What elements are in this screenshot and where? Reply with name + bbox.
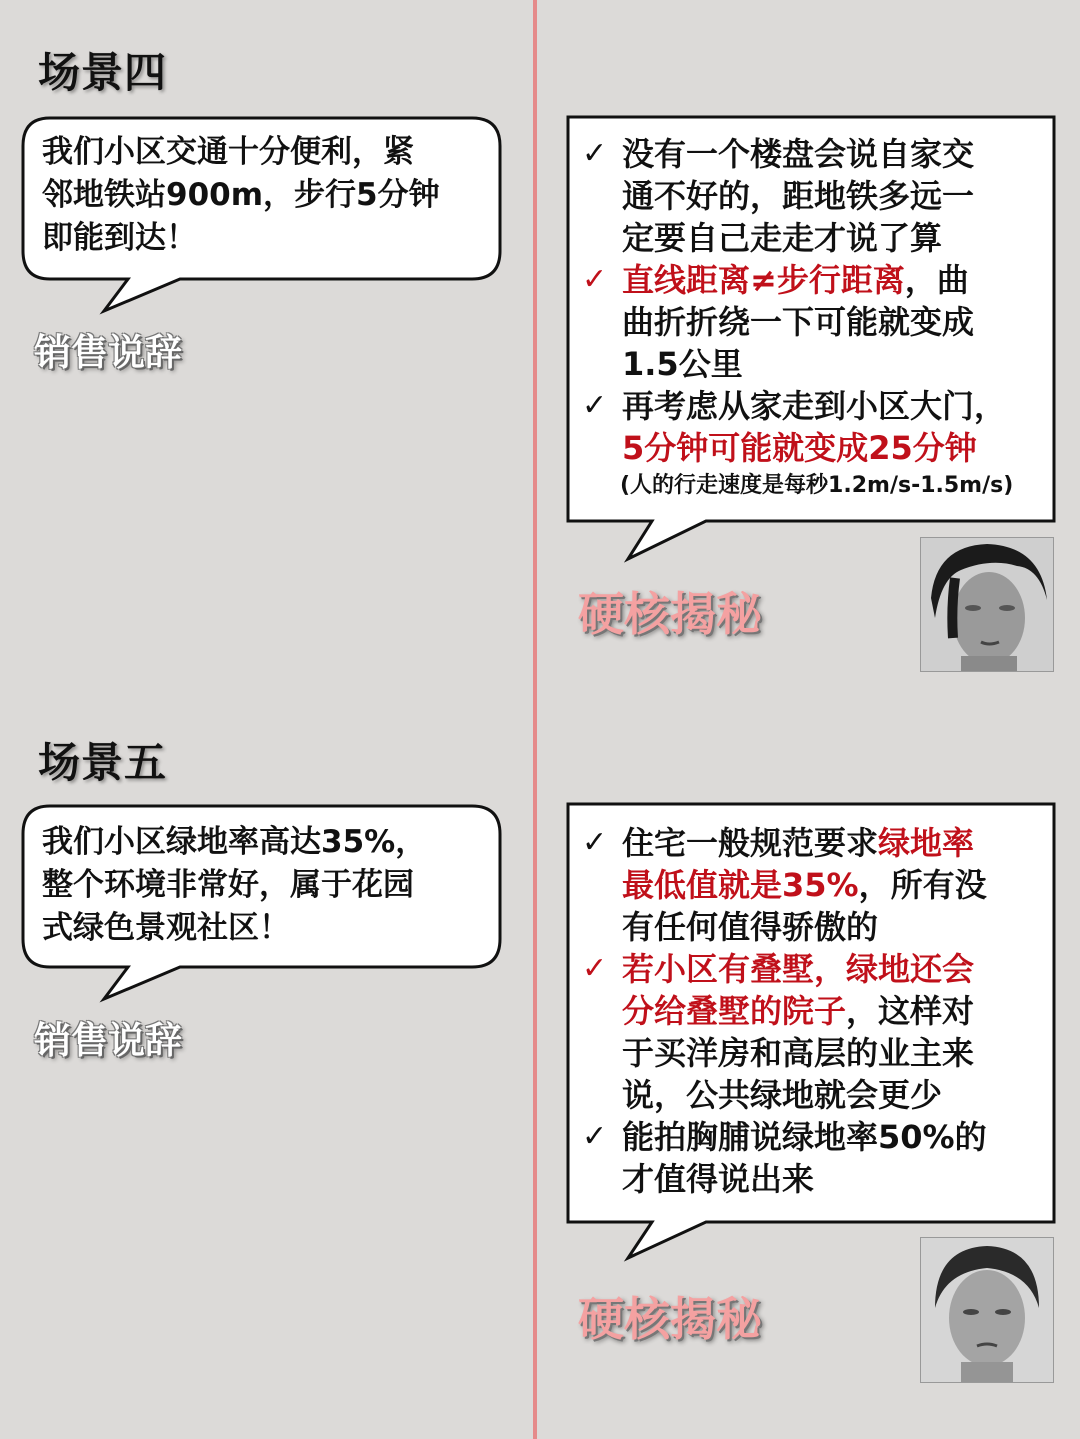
point-text: ，曲 bbox=[904, 261, 969, 299]
center-divider bbox=[533, 0, 537, 1439]
highlight-text: 绿地率 bbox=[878, 824, 975, 862]
hardcore-reveal-label: 硬核揭秘 bbox=[578, 1292, 762, 1346]
quote-line: 式绿色景观社区！ bbox=[42, 910, 290, 946]
scene5-reveal-box bbox=[566, 802, 1058, 1262]
point-line: 通不好的，距地铁多远一 bbox=[622, 177, 975, 215]
quote-line: 邻地铁站900m，步行5分钟 bbox=[42, 177, 440, 213]
scene5-title: 场景五 bbox=[38, 738, 168, 787]
check-icon: ✓ bbox=[582, 951, 608, 986]
highlight-text: 5分钟可能就变成25分钟 bbox=[622, 429, 977, 467]
reaction-portrait-male bbox=[920, 537, 1054, 672]
point-line: 定要自己走走才说了算 bbox=[622, 219, 943, 257]
point-line: 有任何值得骄傲的 bbox=[622, 908, 879, 946]
point-line: 说，公共绿地就会更少 bbox=[622, 1076, 943, 1114]
sales-pitch-label: 销售说辞 bbox=[34, 331, 182, 374]
highlight-text: 直线距离≠步行距离 bbox=[622, 261, 905, 299]
point-text: ，这样对 bbox=[846, 992, 975, 1030]
scene4-sales-bubble bbox=[20, 115, 504, 315]
check-icon: ✓ bbox=[582, 262, 608, 297]
point-line: 能拍胸脯说绿地率50%的 bbox=[622, 1118, 987, 1156]
check-icon: ✓ bbox=[582, 1119, 608, 1154]
scene4-reveal-box bbox=[566, 115, 1058, 563]
hardcore-reveal-label: 硬核揭秘 bbox=[578, 587, 762, 641]
point-line: 曲折折绕一下可能就变成 bbox=[622, 303, 975, 341]
check-icon: ✓ bbox=[582, 388, 608, 423]
point-line: 没有一个楼盘会说自家交 bbox=[622, 135, 975, 173]
highlight-text: 分给叠墅的院子 bbox=[622, 992, 847, 1030]
walking-speed-note: (人的行走速度是每秒1.2m/s-1.5m/s) bbox=[620, 473, 1014, 498]
quote-line: 我们小区交通十分便利，紧 bbox=[42, 134, 414, 170]
quote-line: 我们小区绿地率高达35%， bbox=[42, 824, 427, 860]
quote-line: 整个环境非常好，属于花园 bbox=[42, 867, 414, 903]
point-text: 住宅一般规范要求 bbox=[622, 824, 879, 862]
scene5-sales-bubble bbox=[20, 803, 504, 1003]
reaction-portrait-female bbox=[920, 1237, 1054, 1383]
point-line: 再考虑从家走到小区大门， bbox=[622, 387, 1007, 425]
point-line: 1.5公里 bbox=[622, 345, 743, 383]
scene4-title: 场景四 bbox=[38, 48, 168, 97]
highlight-text: 最低值就是35% bbox=[622, 866, 859, 904]
point-text: ，所有没 bbox=[858, 866, 987, 904]
check-icon: ✓ bbox=[582, 136, 608, 171]
check-icon: ✓ bbox=[582, 825, 608, 860]
highlight-text: 若小区有叠墅，绿地还会 bbox=[622, 950, 975, 988]
point-line: 才值得说出来 bbox=[622, 1160, 815, 1198]
point-line: 于买洋房和高层的业主来 bbox=[622, 1034, 975, 1072]
quote-line: 即能到达！ bbox=[42, 220, 197, 256]
sales-pitch-label: 销售说辞 bbox=[34, 1019, 182, 1062]
